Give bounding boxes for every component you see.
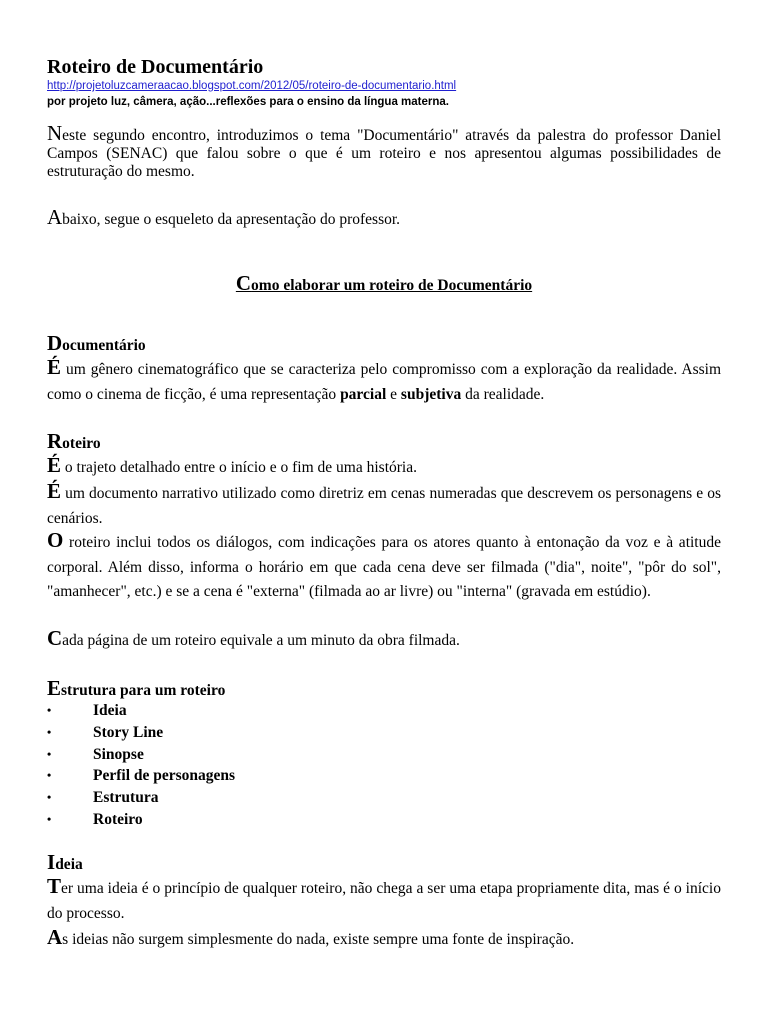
drop-cap: E: [47, 676, 62, 700]
heading-documentario: [47, 331, 146, 358]
paragraph-text: roteiro inclui todos os diálogos, com indicações para os atores quanto à entonação da voz e à atitude corporal. Além disso, informa o horário em que cada cena deve ser filmada ("dia", noite", "pôr do sol", "amanhecer", etc.) e se a cena é "externa" (filmada ao ar livre) ou "interna" (gravada em estúdio).: [47, 534, 721, 600]
bullet-icon: •: [47, 811, 52, 826]
list-item-text: Story Line: [93, 723, 164, 741]
paragraph-text: er uma ideia é o princípio de qualquer roteiro, não chega a ser uma etapa propriamente dita, mas é o início do processo.: [47, 880, 721, 922]
drop-cap: O: [47, 528, 64, 552]
estrutura-list: [47, 700, 235, 831]
ideia-paragraph-1: [47, 874, 721, 926]
drop-cap: R: [47, 429, 63, 453]
drop-cap: É: [47, 453, 62, 477]
bullet-icon: •: [47, 768, 52, 783]
drop-cap: C: [235, 271, 252, 295]
heading-text: strutura para um roteiro: [61, 682, 226, 699]
list-item-text: Estrutura: [93, 789, 159, 807]
paragraph-text: este segundo encontro, introduzimos o tema "Documentário" através da palestra do professor Daniel Campos (SENAC) que falou sobre o que é um roteiro e nos apresentou algumas possibilidades de estruturação do mesmo.: [47, 127, 721, 180]
drop-cap: É: [47, 355, 62, 379]
drop-cap: A: [47, 925, 63, 949]
heading-ideia: [47, 850, 83, 877]
paragraph-text: s ideias não surgem simplesmente do nada, existe sempre uma fonte de inspiração.: [62, 931, 575, 948]
roteiro-paragraph-3: [47, 528, 721, 605]
list-item-text: Perfil de personagens: [93, 767, 236, 785]
section-title-text: omo elaborar um roteiro de Documentário: [251, 277, 533, 294]
intro-paragraph-1: [47, 121, 721, 181]
heading-text: deia: [55, 856, 83, 873]
bullet-icon: •: [47, 790, 52, 805]
list-item: [47, 765, 235, 787]
paragraph-text: da realidade.: [461, 385, 545, 403]
section-title: [0, 271, 768, 298]
list-item: [47, 700, 235, 722]
source-link[interactable]: http://projetoluzcameraacao.blogspot.com/2012/05/roteiro-de-documentario.html: [47, 80, 457, 92]
paragraph-text: um documento narrativo utilizado como diretriz em cenas numeradas que descrevem os personagens e os cenários.: [47, 485, 721, 527]
document-title: Roteiro de Documentário: [47, 56, 264, 78]
roteiro-paragraph-1: [47, 453, 721, 481]
heading-estrutura: [47, 676, 225, 703]
drop-cap: D: [47, 331, 63, 355]
list-item: [47, 722, 235, 744]
drop-cap: N: [47, 121, 63, 145]
drop-cap: C: [47, 626, 63, 650]
heading-roteiro: [47, 429, 101, 456]
drop-cap: É: [47, 479, 62, 503]
list-item: [47, 809, 235, 831]
paragraph-text: o trajeto detalhado entre o início e o fim de uma história.: [61, 459, 417, 476]
bullet-icon: •: [47, 746, 52, 761]
drop-cap: T: [47, 874, 62, 898]
heading-text: oteiro: [62, 435, 101, 452]
intro-paragraph-2: [47, 205, 721, 229]
paragraph-text: ada página de um roteiro equivale a um minuto da obra filmada.: [62, 632, 460, 649]
list-item-text: Sinopse: [93, 745, 144, 763]
paragraph-text: baixo, segue o esqueleto da apresentação do professor.: [62, 211, 401, 228]
bullet-icon: •: [47, 703, 52, 717]
list-item-text: Roteiro: [93, 810, 143, 828]
ideia-paragraph-2: [47, 925, 721, 953]
emphasis-parcial: parcial: [340, 385, 387, 403]
byline: por projeto luz, câmera, ação...reflexões para o ensino da língua materna.: [47, 96, 449, 108]
documentario-paragraph: [47, 355, 721, 407]
roteiro-paragraph-2: [47, 479, 721, 531]
bullet-icon: •: [47, 724, 52, 739]
list-item: [47, 787, 235, 809]
heading-text: ocumentário: [62, 337, 146, 354]
drop-cap: I: [47, 850, 56, 874]
paragraph-text: e: [386, 385, 401, 403]
paragraph-text: um gênero cinematográfico que se caracteriza pelo compromisso com a exploração da realidade. Assim como o cinema de ficção, é uma representação: [47, 361, 721, 403]
list-item-text: Ideia: [93, 702, 127, 719]
list-item: [47, 744, 235, 766]
roteiro-paragraph-4: [47, 626, 721, 654]
drop-cap: A: [47, 205, 63, 229]
emphasis-subjetiva: subjetiva: [400, 385, 462, 403]
